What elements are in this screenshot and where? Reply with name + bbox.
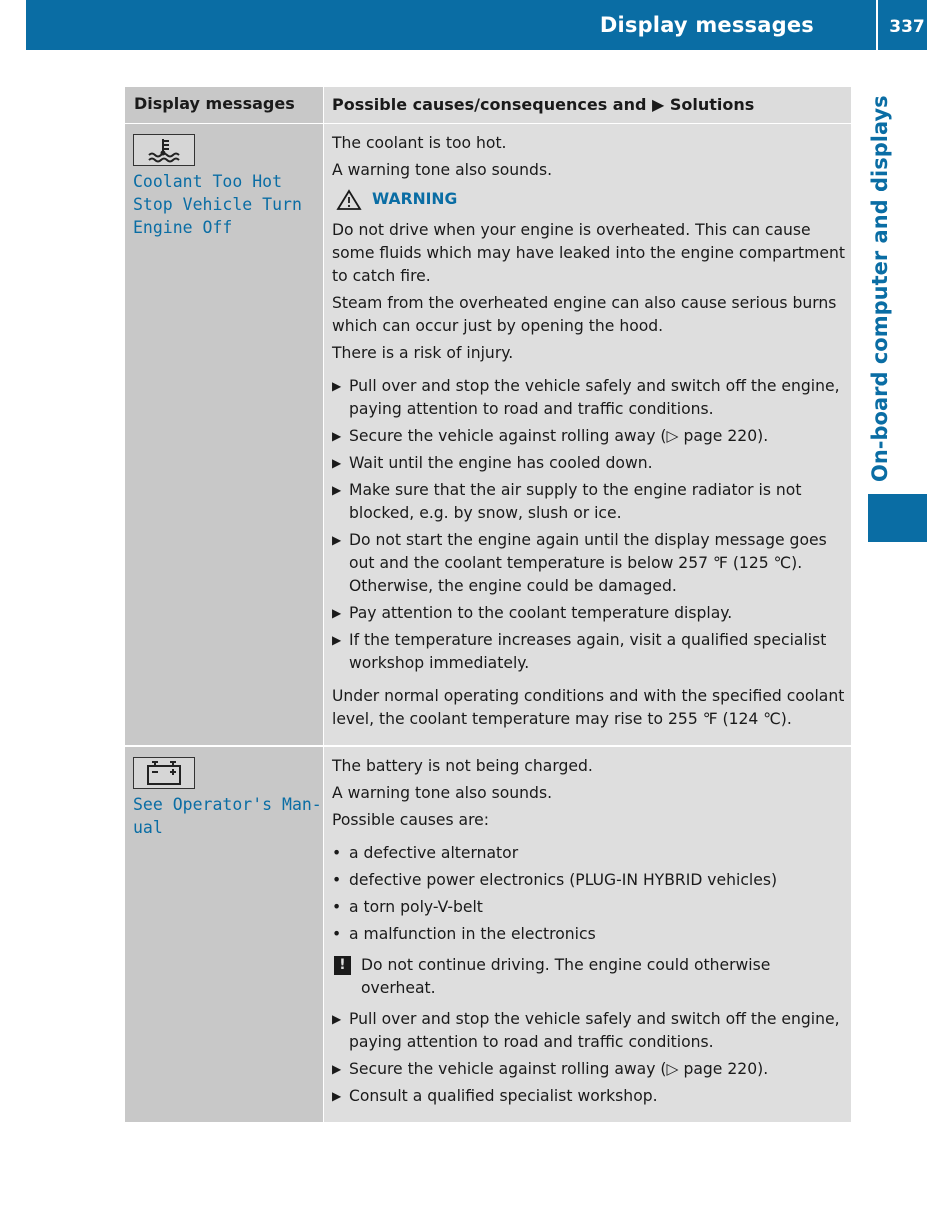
section-side-tab: On-board computer and displays	[868, 95, 892, 482]
coolant-temperature-icon	[133, 134, 195, 166]
step-text: Secure the vehicle against rolling away (▷ page 220).	[349, 1060, 769, 1078]
step-arrow-icon: ▶	[332, 1062, 342, 1076]
display-message-text: Coolant Too Hot Stop Vehicle Turn Engine Off	[133, 172, 302, 237]
cause-item	[332, 869, 847, 892]
battery-icon	[133, 757, 195, 789]
step-text: Pay attention to the coolant temperature display.	[349, 604, 733, 622]
message-cell	[125, 747, 324, 1122]
notice-text: Do not continue driving. The engine could otherwise overheat.	[361, 956, 771, 997]
step-arrow-icon: ▶	[332, 1012, 342, 1026]
step-item	[332, 602, 847, 625]
step-arrow-icon: ▶	[332, 429, 342, 443]
step-item	[332, 452, 847, 475]
cause-item	[332, 842, 847, 865]
table-header	[125, 87, 851, 124]
page-title: Display messages	[599, 13, 814, 37]
step-text: Secure the vehicle against rolling away (▷ page 220).	[349, 427, 769, 445]
warning-text: Do not drive when your engine is overheated. This can cause some fluids which may have leaked into the engine compartment to catch fire.	[332, 221, 845, 285]
step-item	[332, 425, 847, 448]
step-arrow-icon: ▶	[332, 606, 342, 620]
step-text: Make sure that the air supply to the engine radiator is not blocked, e.g. by snow, slush or ice.	[349, 481, 802, 522]
step-arrow-icon: ▶	[332, 379, 342, 393]
exclamation-icon: !	[334, 956, 351, 975]
step-arrow-icon: ▶	[332, 633, 342, 647]
warning-triangle-icon	[336, 189, 362, 211]
step-text: Pull over and stop the vehicle safely and switch off the engine, paying attention to road and traffic conditions.	[349, 377, 840, 418]
warning-text: There is a risk of injury.	[332, 344, 514, 362]
intro-text: A warning tone also sounds.	[332, 784, 553, 802]
table-row-coolant	[125, 124, 851, 747]
section-side-marker	[868, 494, 927, 542]
bullet-dot-icon: •	[332, 844, 342, 862]
cause-text: a defective alternator	[349, 844, 519, 862]
step-arrow-icon: ▶	[332, 483, 342, 497]
step-item	[332, 1085, 847, 1108]
step-text: Wait until the engine has cooled down.	[349, 454, 653, 472]
messages-table	[125, 87, 851, 1124]
solutions-cell	[324, 124, 851, 745]
warning-heading	[336, 188, 847, 211]
cause-text: a torn poly-V-belt	[349, 898, 483, 916]
bullet-dot-icon: •	[332, 898, 342, 916]
col-header-solutions	[324, 87, 851, 123]
step-arrow-icon: ▶	[332, 456, 342, 470]
play-arrow-icon: ▶	[652, 95, 665, 114]
page-number: 337	[889, 17, 925, 37]
step-text: If the temperature increases again, visit a qualified specialist workshop immediately.	[349, 631, 827, 672]
warning-text: Steam from the overheated engine can also cause serious burns which can occur just by opening the hood.	[332, 294, 837, 335]
display-message-text: See Operator's Man- ual	[133, 795, 322, 837]
notice-item	[332, 954, 847, 1000]
step-arrow-icon: ▶	[332, 1089, 342, 1103]
step-item	[332, 1058, 847, 1081]
step-text: Consult a qualified specialist workshop.	[349, 1087, 658, 1105]
step-item	[332, 1008, 847, 1054]
closing-text: Under normal operating conditions and with the specified coolant level, the coolant temperature may rise to 255 ℉ (124 ℃).	[332, 687, 845, 728]
warning-label: WARNING	[372, 190, 458, 208]
bullet-dot-icon: •	[332, 871, 342, 889]
intro-text: The coolant is too hot.	[332, 134, 507, 152]
cause-item	[332, 923, 847, 946]
col-header-suffix: Solutions	[669, 95, 755, 114]
step-text: Do not start the engine again until the display message goes out and the coolant temperature is below 257 ℉ (125 ℃). Otherwise, the engine could be damaged.	[349, 531, 827, 595]
bullet-dot-icon: •	[332, 925, 342, 943]
step-text: Pull over and stop the vehicle safely and switch off the engine, paying attention to road and traffic conditions.	[349, 1010, 840, 1051]
col-header-prefix: Possible causes/consequences and	[332, 95, 647, 114]
intro-text: The battery is not being charged.	[332, 757, 593, 775]
cause-text: defective power electronics (PLUG-IN HYBRID vehicles)	[349, 871, 778, 889]
header-bar	[26, 0, 927, 50]
cause-item	[332, 896, 847, 919]
step-item	[332, 375, 847, 421]
solutions-cell	[324, 747, 851, 1122]
table-row-battery	[125, 747, 851, 1124]
intro-text: Possible causes are:	[332, 811, 490, 829]
step-arrow-icon: ▶	[332, 533, 342, 547]
step-item	[332, 529, 847, 598]
step-item	[332, 479, 847, 525]
col-header-display-messages: Display messages	[125, 87, 324, 123]
step-item	[332, 629, 847, 675]
cause-text: a malfunction in the electronics	[349, 925, 596, 943]
intro-text: A warning tone also sounds.	[332, 161, 553, 179]
message-cell	[125, 124, 324, 745]
